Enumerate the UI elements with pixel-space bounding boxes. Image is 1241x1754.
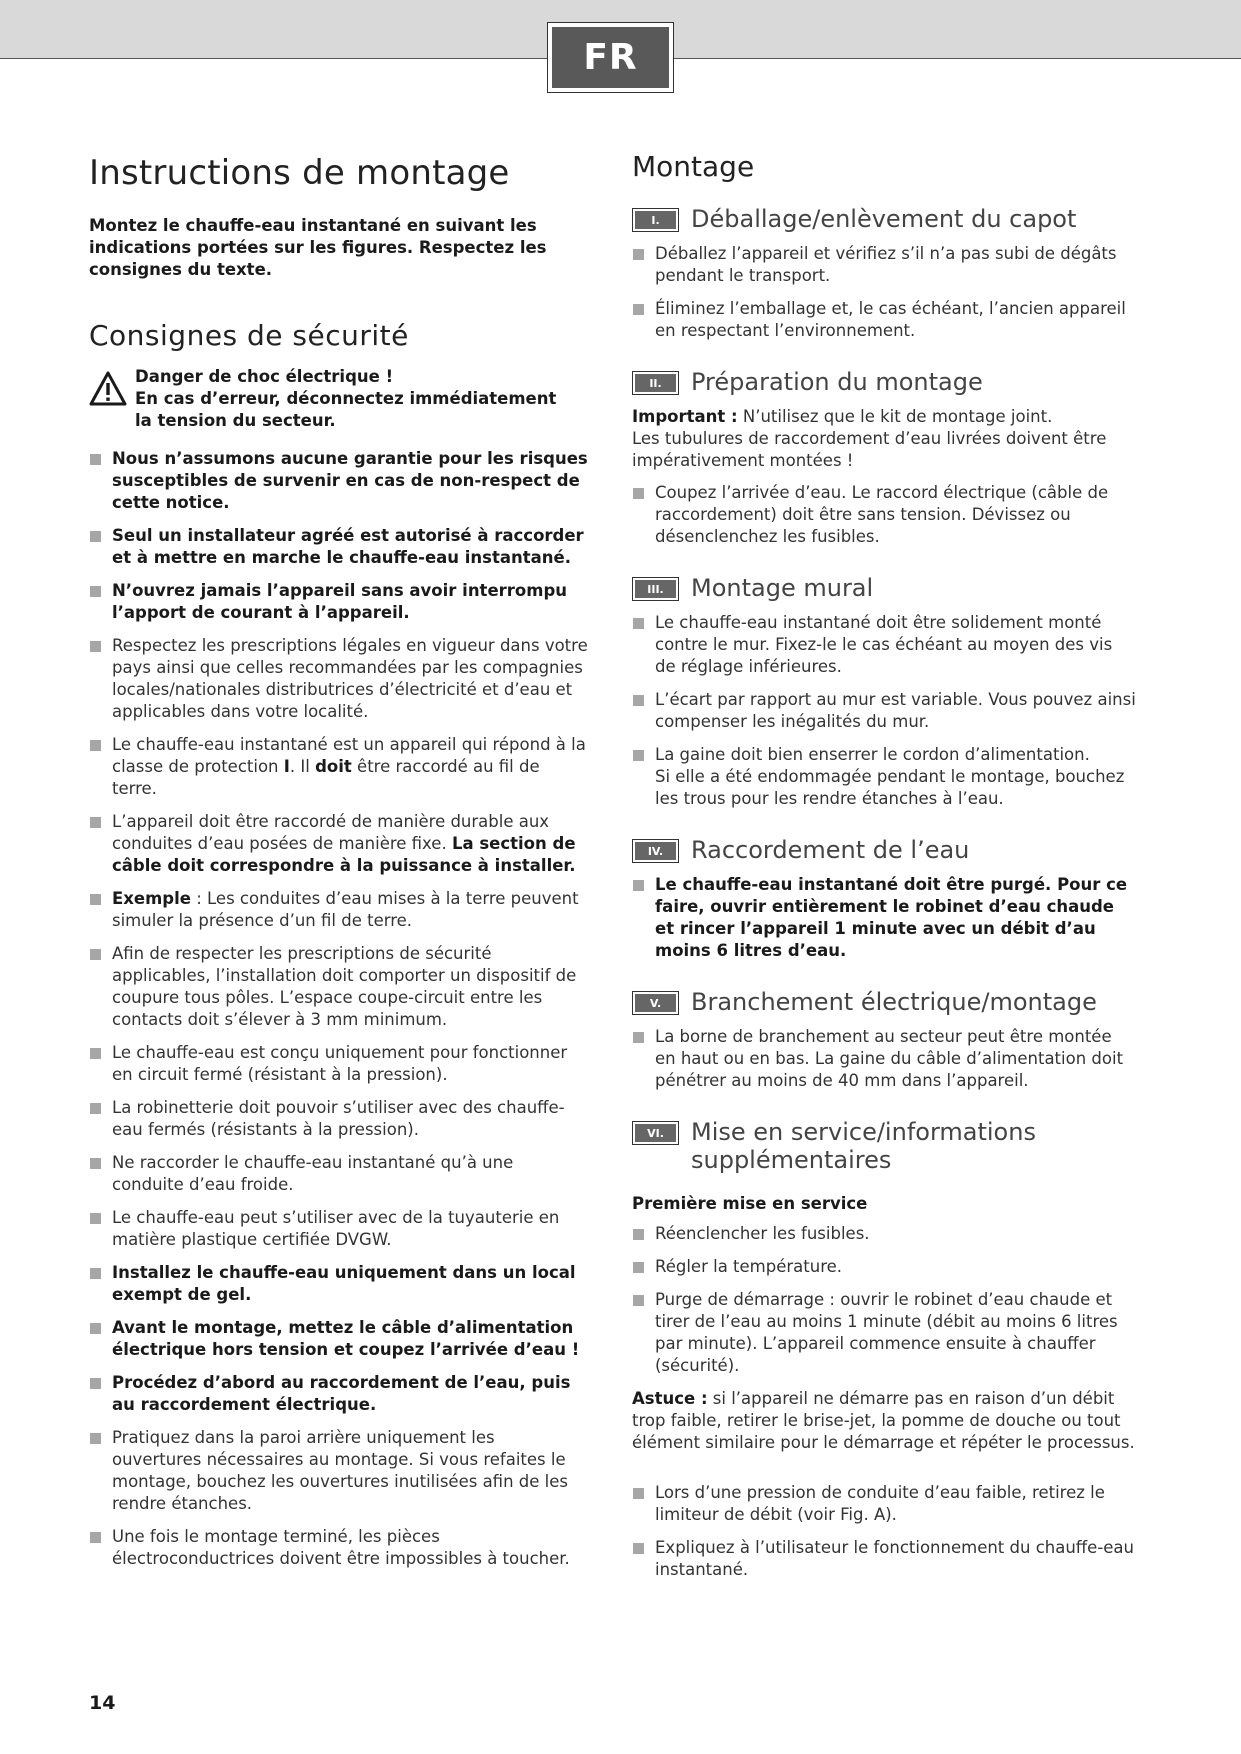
step-header [632, 836, 1137, 864]
list-item: Purge de démarrage : ouvrir le robinet d’eau chaude et tirer de l’eau au moins 1 minute (débit au moins 6 litres par minute). L’appareil commence ensuite à chauffer (sécurité). [632, 1289, 1137, 1377]
safety-item: La robinetterie doit pouvoir s’utiliser avec des chauffe-eau fermés (résistants à la pression). [89, 1097, 589, 1141]
title-line: supplémentaires [691, 1146, 892, 1174]
page-number: 14 [89, 1692, 116, 1714]
tip-note [632, 1388, 1137, 1454]
item-text: Le chauffe-eau instantané est un appareil qui répond à la classe de protection [112, 735, 586, 776]
step-list [632, 612, 1137, 810]
language-code: FR [552, 27, 669, 88]
language-badge [547, 22, 674, 93]
step-list [632, 482, 1137, 548]
safety-item: Le chauffe-eau est conçu uniquement pour fonctionner en circuit fermé (résistant à la pression). [89, 1042, 589, 1086]
electric-warning [89, 366, 589, 432]
step-list [632, 1026, 1137, 1092]
warning-triangle-icon [89, 371, 127, 407]
step-number: I. [635, 211, 676, 229]
step-5 [632, 988, 1137, 1092]
item-text-bold: Exemple [112, 889, 191, 908]
step-header [632, 368, 1137, 396]
safety-item: Pratiquez dans la paroi arrière uniquement les ouvertures nécessaires au montage. Si vous refaites le montage, bouchez les ouvertures inutilisées afin de les rendre étanches. [89, 1427, 589, 1515]
step-header [632, 574, 1137, 602]
safety-item: Procédez d’abord au raccordement de l’eau, puis au raccordement électrique. [89, 1372, 589, 1416]
safety-item: Avant le montage, mettez le câble d’alimentation électrique hors tension et coupez l’arrivée d’eau ! [89, 1317, 589, 1361]
item-text: être raccordé au fil de terre. [112, 757, 540, 798]
safety-item [89, 811, 589, 877]
safety-item: Seul un installateur agréé est autorisé à raccorder et à mettre en marche le chauffe-eau instantané. [89, 525, 589, 569]
list-item: Coupez l’arrivée d’eau. Le raccord électrique (câble de raccordement) doit être sans tension. Dévissez ou désenclenchez les fusibles. [632, 482, 1137, 548]
safety-item: N’ouvrez jamais l’appareil sans avoir interrompu l’apport de courant à l’appareil. [89, 580, 589, 624]
note-text: N’utilisez que le kit de montage joint. [737, 407, 1053, 426]
step-badge [632, 991, 679, 1015]
step-title [691, 1118, 1036, 1174]
step-number: VI. [635, 1124, 676, 1142]
step-3 [632, 574, 1137, 810]
list-item: Éliminez l’emballage et, le cas échéant, l’ancien appareil en respectant l’environnement. [632, 298, 1137, 342]
important-note [632, 406, 1137, 472]
safety-item: Respectez les prescriptions légales en vigueur dans votre pays ainsi que celles recommandées par les compagnies locales/nationales distributrices d’électricité et d’eau et applicables dans votre localité. [89, 635, 589, 723]
step-title: Déballage/enlèvement du capot [691, 205, 1077, 233]
list-item: Déballez l’appareil et vérifiez s’il n’a pas subi de dégâts pendant le transport. [632, 243, 1137, 287]
step-badge [632, 577, 679, 601]
tip-text: si l’appareil ne démarre pas en raison d’un débit trop faible, retirer le brise-jet, la pomme de douche ou tout élément similaire pour le démarrage et répéter le processus. [632, 1389, 1135, 1452]
step-1 [632, 205, 1137, 342]
step-6 [632, 1118, 1137, 1581]
warning-line: la tension du secteur. [135, 411, 336, 430]
safety-item: Afin de respecter les prescriptions de sécurité applicables, l’installation doit comporter un dispositif de coupure tous pôles. L’espace coupe-circuit entre les contacts doit s’élever à 3 mm minimum. [89, 943, 589, 1031]
right-column [632, 150, 1137, 1607]
safety-item: Installez le chauffe-eau uniquement dans un local exempt de gel. [89, 1262, 589, 1306]
step-4 [632, 836, 1137, 962]
step-number: V. [635, 994, 676, 1012]
step-list [632, 1223, 1137, 1377]
step-number: II. [635, 374, 676, 392]
item-text-bold: La section de câble doit correspondre à la puissance à installer. [112, 834, 576, 875]
left-column [89, 150, 589, 1581]
list-item: Le chauffe-eau instantané doit être solidement monté contre le mur. Fixez-le le cas échéant au moyen des vis de réglage inférieures. [632, 612, 1137, 678]
step-badge [632, 839, 679, 863]
safety-item: Ne raccorder le chauffe-eau instantané qu’à une conduite d’eau froide. [89, 1152, 589, 1196]
list-item: La borne de branchement au secteur peut être montée en haut ou en bas. La gaine du câble d’alimentation doit pénétrer au moins de 40 mm dans l’appareil. [632, 1026, 1137, 1092]
safety-item: Le chauffe-eau peut s’utiliser avec de la tuyauterie en matière plastique certifiée DVGW. [89, 1207, 589, 1251]
step-header [632, 205, 1137, 233]
item-text: : Les conduites d’eau mises à la terre peuvent simuler la présence d’un fil de terre. [112, 889, 579, 930]
safety-item [89, 888, 589, 932]
step-header [632, 988, 1137, 1016]
item-text: La gaine doit bien enserrer le cordon d’alimentation. [655, 745, 1090, 764]
title-line: Mise en service/informations [691, 1118, 1036, 1146]
item-text: . Il [289, 757, 316, 776]
list-item: Régler la température. [632, 1256, 1137, 1278]
montage-title: Montage [632, 150, 755, 183]
list-item: Le chauffe-eau instantané doit être purgé. Pour ce faire, ouvrir entièrement le robinet d’eau chaude et rincer l’appareil 1 minute avec un débit d’au moins 6 litres d’eau. [632, 874, 1137, 962]
warning-line: En cas d’erreur, déconnectez immédiatement [135, 389, 557, 408]
intro-text: Montez le chauffe-eau instantané en suivant les indications portées sur les figures. Respectez les consignes du texte. [89, 216, 547, 279]
safety-list [89, 448, 589, 1570]
item-text-bold: I [283, 757, 290, 776]
step-list [632, 243, 1137, 342]
step-list [632, 874, 1137, 962]
step-2 [632, 368, 1137, 548]
page-title: Instructions de montage [89, 153, 510, 193]
list-item: Réenclencher les fusibles. [632, 1223, 1137, 1245]
list-item: L’écart par rapport au mur est variable. Vous pouvez ainsi compenser les inégalités du mur. [632, 689, 1137, 733]
safety-item: Nous n’assumons aucune garantie pour les risques susceptibles de survenir en cas de non-respect de cette notice. [89, 448, 589, 514]
note-text: Les tubulures de raccordement d’eau livrées doivent être impérativement montées ! [632, 429, 1107, 470]
item-text: Si elle a été endommagée pendant le montage, bouchez les trous pour les rendre étanches à l’eau. [655, 767, 1125, 808]
warning-line: Danger de choc électrique ! [135, 367, 394, 386]
step-title: Montage mural [691, 574, 874, 602]
step-badge [632, 208, 679, 232]
step-header [632, 1118, 1137, 1174]
tip-label: Astuce : [632, 1389, 708, 1408]
safety-item [89, 734, 589, 800]
safety-title: Consignes de sécurité [89, 319, 409, 352]
step-title: Raccordement de l’eau [691, 836, 970, 864]
list-item: Expliquez à l’utilisateur le fonctionnement du chauffe-eau instantané. [632, 1537, 1137, 1581]
step-title: Branchement électrique/montage [691, 988, 1097, 1016]
first-startup-heading: Première mise en service [632, 1194, 868, 1213]
warning-text [135, 366, 556, 432]
step-number: III. [635, 580, 676, 598]
note-label: Important : [632, 407, 738, 426]
safety-item: Une fois le montage terminé, les pièces électroconductrices doivent être impossibles à toucher. [89, 1526, 589, 1570]
step-list [632, 1482, 1137, 1581]
item-text: L’appareil doit être raccordé de manière durable aux conduites d’eau posées de manière fixe. [112, 812, 550, 853]
list-item: Lors d’une pression de conduite d’eau faible, retirez le limiteur de débit (voir Fig. A). [632, 1482, 1137, 1526]
step-title: Préparation du montage [691, 368, 983, 396]
step-badge [632, 1121, 679, 1145]
list-item [632, 744, 1137, 810]
step-number: IV. [635, 842, 676, 860]
step-badge [632, 371, 679, 395]
item-text-bold: doit [315, 757, 352, 776]
